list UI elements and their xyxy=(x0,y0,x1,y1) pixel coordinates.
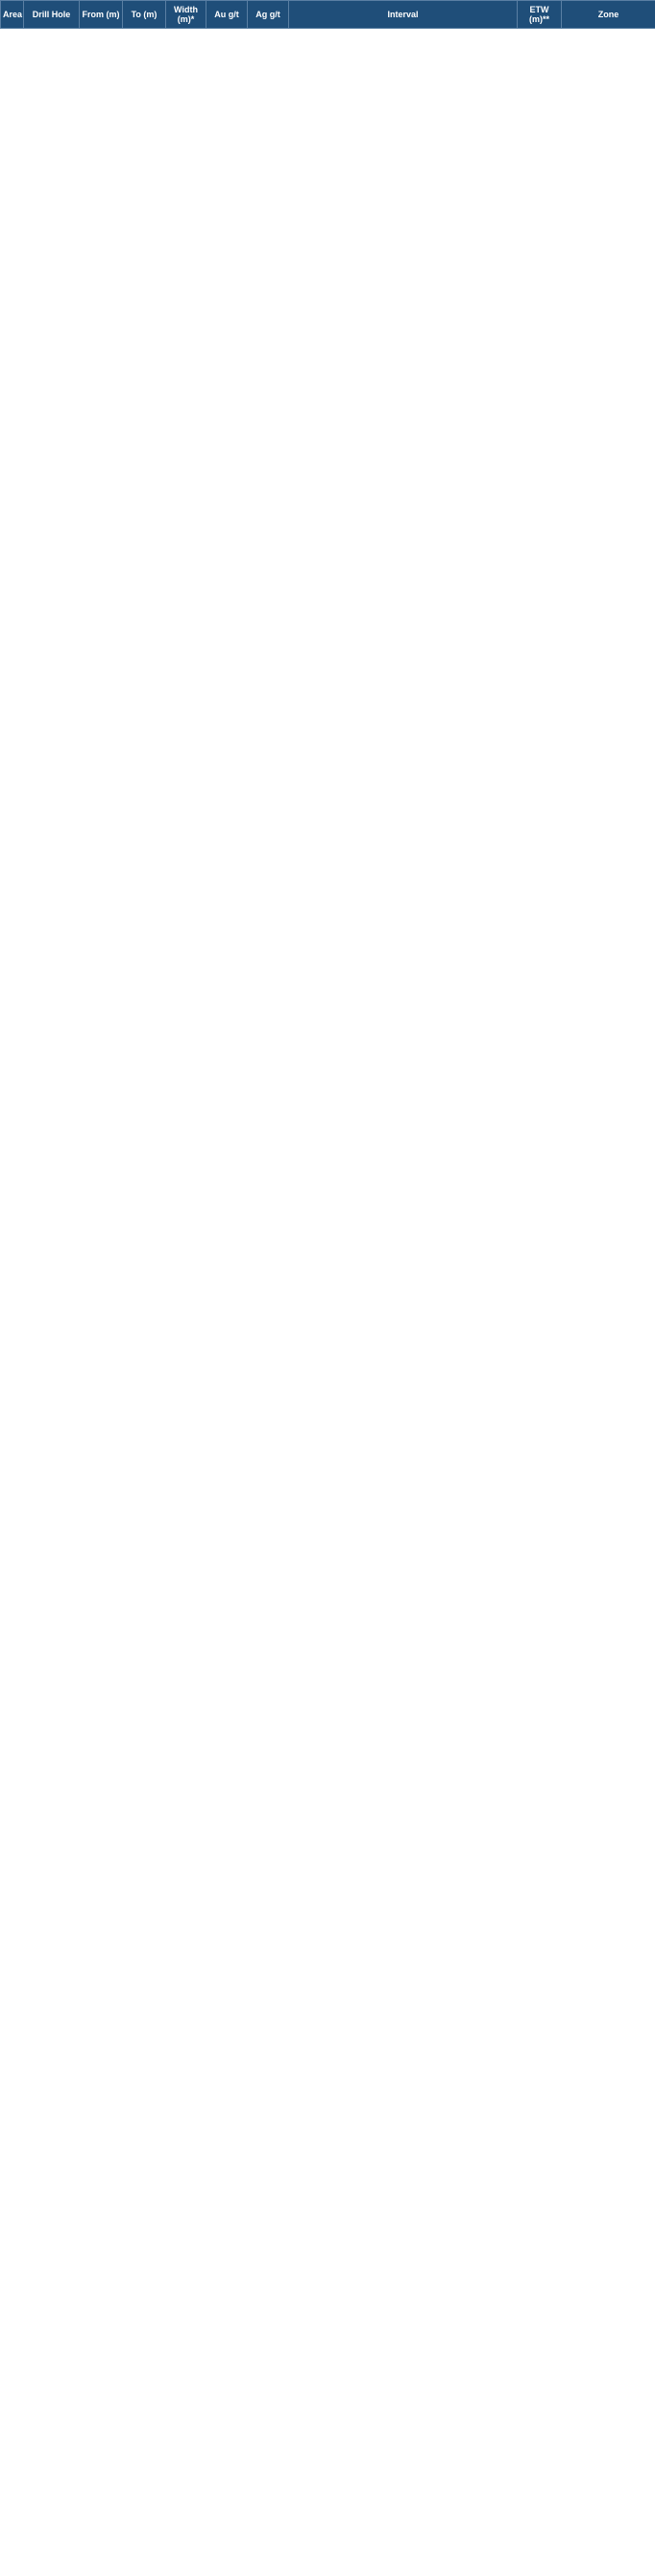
header-interval: Interval xyxy=(289,1,518,29)
header-ag: Ag g/t xyxy=(248,1,289,29)
header-etw: ETW (m)** xyxy=(518,1,562,29)
header-width: Width (m)* xyxy=(166,1,206,29)
header-to: To (m) xyxy=(123,1,166,29)
header-area: Area xyxy=(1,1,24,29)
drill-results-table xyxy=(0,0,655,29)
header-from: From (m) xyxy=(80,1,123,29)
header-drill-hole: Drill Hole xyxy=(24,1,80,29)
table-header xyxy=(1,1,655,29)
header-zone: Zone xyxy=(562,1,655,29)
header-au: Au g/t xyxy=(206,1,248,29)
